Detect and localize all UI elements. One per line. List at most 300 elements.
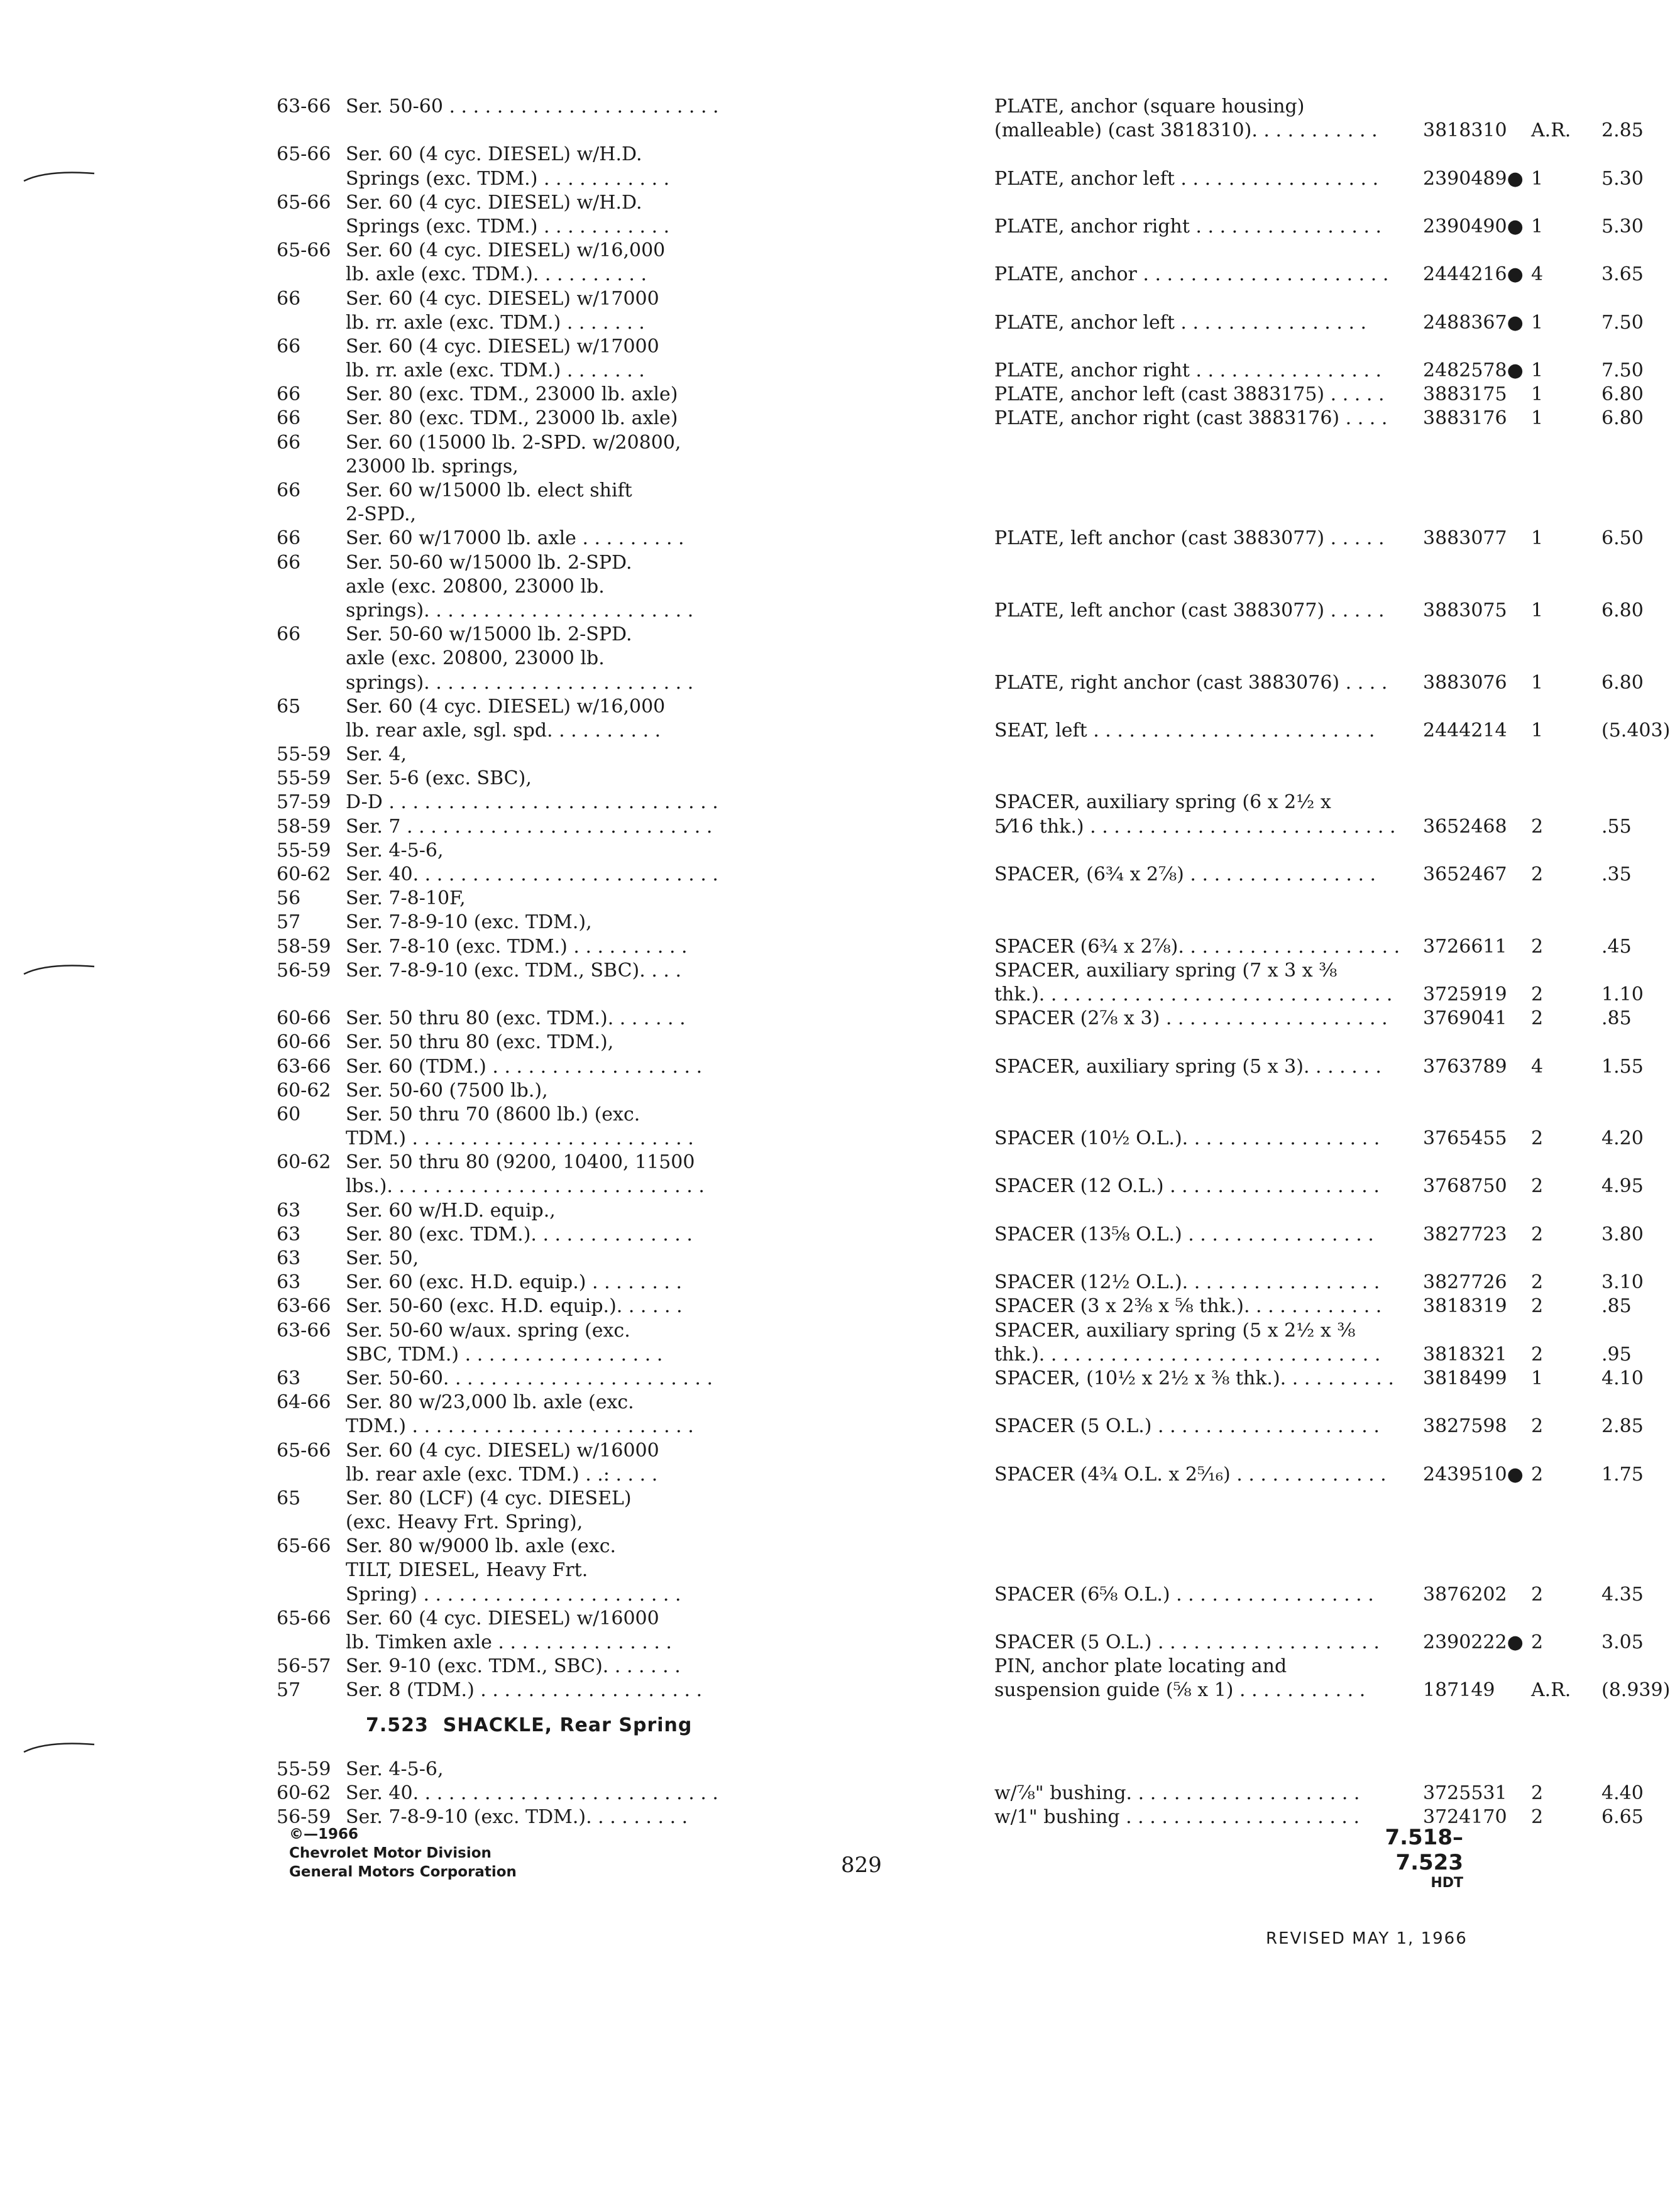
- series-text: Spring) . . . . . . . . . . . . . . . . . . . . . .: [346, 1583, 681, 1606]
- part-description: SPACER (12 O.L.) . . . . . . . . . . . . . . . . . .: [994, 1175, 1380, 1198]
- model-year: 66: [277, 407, 301, 430]
- part-description: SPACER (6⅝ O.L.) . . . . . . . . . . . . . . . . .: [994, 1583, 1374, 1606]
- part-description: SPACER (12½ O.L.). . . . . . . . . . . . . . . . .: [994, 1271, 1380, 1294]
- part-description: SPACER, (6¾ x 2⅞) . . . . . . . . . . . . . . . .: [994, 863, 1376, 885]
- part-number: 3765455: [1423, 1127, 1507, 1150]
- table-row: [277, 383, 1644, 407]
- price: 4.40: [1601, 1782, 1644, 1805]
- series-text: Ser. 7 . . . . . . . . . . . . . . . . . . . . . . . . . .: [346, 815, 713, 838]
- table-row: [277, 119, 1644, 143]
- table-row: [277, 1415, 1644, 1439]
- model-year: 66: [277, 383, 301, 406]
- series-text: Ser. 60 (exc. H.D. equip.) . . . . . . . .: [346, 1271, 683, 1294]
- model-year: 57-59: [277, 791, 331, 814]
- quantity: 1: [1531, 383, 1544, 406]
- part-number: 3883076: [1423, 671, 1507, 694]
- model-year: 66: [277, 479, 301, 501]
- series-text: Ser. 60 (4 cyc. DIESEL) w/H.D.: [346, 191, 642, 214]
- table-row: [277, 239, 1420, 263]
- model-year: 55-59: [277, 1758, 331, 1780]
- model-year: 56-57: [277, 1655, 331, 1678]
- part-description: SPACER (5 O.L.) . . . . . . . . . . . . . . . . . . .: [994, 1631, 1380, 1653]
- quantity: 2: [1531, 1271, 1544, 1294]
- quantity: 1: [1531, 1367, 1544, 1389]
- model-year: 66: [277, 287, 301, 310]
- part-description: suspension guide (⅝ x 1) . . . . . . . . . . .: [994, 1679, 1366, 1702]
- table-row: [277, 1343, 1632, 1367]
- page-number: 829: [841, 1853, 882, 1878]
- series-text: Ser. 50-60 w/15000 lb. 2-SPD.: [346, 623, 632, 646]
- price: 1.10: [1601, 983, 1644, 1005]
- table-row: [277, 1511, 1420, 1535]
- price: 4.20: [1601, 1127, 1644, 1150]
- series-text: 23000 lb. springs,: [346, 455, 519, 478]
- table-row: [277, 647, 1420, 671]
- price: 3.10: [1601, 1271, 1644, 1294]
- section-heading: [366, 1714, 692, 1736]
- part-number: 3726611: [1423, 935, 1507, 958]
- table-row: [277, 1679, 1670, 1703]
- price: .85: [1601, 1007, 1632, 1030]
- part-description: PLATE, anchor left (cast 3883175) . . . . .: [994, 383, 1385, 406]
- series-text: 2-SPD.,: [346, 503, 417, 526]
- model-year: 65-66: [277, 239, 331, 262]
- quantity: A.R.: [1531, 119, 1571, 142]
- part-number: 2390489●: [1423, 167, 1524, 190]
- quantity: 1: [1531, 311, 1544, 334]
- series-text: Ser. 7-8-9-10 (exc. TDM.),: [346, 911, 592, 934]
- table-row: [277, 192, 1420, 216]
- table-row: [277, 815, 1632, 840]
- price: 6.50: [1601, 527, 1644, 550]
- quantity: 2: [1531, 983, 1544, 1005]
- price: 7.50: [1601, 311, 1644, 334]
- table-row: [277, 1007, 1632, 1031]
- model-year: 56: [277, 887, 301, 910]
- table-row: [277, 1440, 1420, 1464]
- part-description: (malleable) (cast 3818310). . . . . . . . . . .: [994, 119, 1378, 142]
- table-row: [277, 96, 1420, 119]
- table-row: [277, 1200, 1420, 1224]
- binder-hole-mark: [21, 168, 97, 183]
- series-text: Ser. 60 (15000 lb. 2-SPD. w/20800,: [346, 431, 681, 454]
- table-row: [277, 263, 1644, 287]
- series-text: Ser. 50,: [346, 1247, 419, 1269]
- part-description: SPACER, auxiliary spring (7 x 3 x ⅜: [994, 959, 1338, 982]
- part-number: 3725919: [1423, 983, 1507, 1005]
- part-description: PLATE, anchor (square housing): [994, 96, 1305, 118]
- series-text: lb. rr. axle (exc. TDM.) . . . . . . .: [346, 359, 645, 382]
- part-number: 3818499: [1423, 1367, 1507, 1389]
- model-year: 55-59: [277, 767, 331, 790]
- series-text: Ser. 50-60 w/aux. spring (exc.: [346, 1319, 630, 1342]
- model-year: 66: [277, 335, 301, 358]
- series-text: Ser. 4-5-6,: [346, 1758, 444, 1780]
- model-year: 63-66: [277, 1319, 331, 1342]
- model-year: 55-59: [277, 839, 331, 862]
- publisher-block: [289, 1825, 517, 1881]
- series-text: Ser. 80 (exc. TDM., 23000 lb. axle): [346, 383, 678, 406]
- series-text: TDM.) . . . . . . . . . . . . . . . . . . . . . . . .: [346, 1415, 694, 1438]
- series-text: Ser. 60 (4 cyc. DIESEL) w/17000: [346, 287, 659, 310]
- quantity: 1: [1531, 359, 1544, 382]
- table-row: [277, 143, 1420, 167]
- model-year: 60-66: [277, 1031, 331, 1054]
- part-description: SPACER (4¾ O.L. x 2⁵⁄₁₆) . . . . . . . . . . . . .: [994, 1463, 1387, 1486]
- price: 4.95: [1601, 1175, 1644, 1198]
- shackle-parts-list: [277, 1758, 1644, 1831]
- series-text: lb. rear axle (exc. TDM.) . .: . . . .: [346, 1463, 658, 1486]
- table-row: [277, 623, 1420, 647]
- series-text: Ser. 50-60. . . . . . . . . . . . . . . . . . . . . . .: [346, 1367, 713, 1389]
- table-row: [277, 1655, 1420, 1679]
- table-row: [277, 1223, 1644, 1247]
- series-text: Ser. 50 thru 70 (8600 lb.) (exc.: [346, 1103, 640, 1125]
- part-number: 3763789: [1423, 1055, 1507, 1078]
- series-text: Ser. 80 w/23,000 lb. axle (exc.: [346, 1391, 634, 1414]
- part-description: PLATE, left anchor (cast 3883077) . . . . .: [994, 527, 1385, 550]
- series-text: Ser. 50-60 (exc. H.D. equip.). . . . . .: [346, 1295, 683, 1318]
- series-text: Ser. 50 thru 80 (9200, 10400, 11500: [346, 1151, 695, 1174]
- part-number: 2444214: [1423, 719, 1507, 742]
- quantity: 2: [1531, 1343, 1544, 1366]
- binder-hole-mark: [21, 961, 97, 977]
- table-row: [277, 671, 1644, 696]
- series-text: lb. Timken axle . . . . . . . . . . . . . . .: [346, 1631, 672, 1653]
- price: 7.50: [1601, 359, 1644, 382]
- model-year: 66: [277, 431, 301, 454]
- model-year: 63-66: [277, 96, 331, 118]
- series-text: Ser. 7-8-9-10 (exc. TDM., SBC). . . .: [346, 959, 682, 982]
- price: 5.30: [1601, 167, 1644, 190]
- price: 6.80: [1601, 599, 1644, 621]
- part-number: 3818310: [1423, 119, 1507, 142]
- series-text: Ser. 7-8-10 (exc. TDM.) . . . . . . . . . .: [346, 935, 688, 958]
- quantity: 1: [1531, 215, 1544, 238]
- copyright: ©—1966: [289, 1826, 359, 1842]
- series-text: Ser. 7-8-10F,: [346, 887, 466, 910]
- model-year: 60-66: [277, 1007, 331, 1030]
- part-description: SPACER, auxiliary spring (5 x 3). . . . . . .: [994, 1055, 1382, 1078]
- table-row: [277, 1782, 1644, 1806]
- part-number: 3769041: [1423, 1007, 1507, 1030]
- part-description: PLATE, anchor left . . . . . . . . . . . . . . . .: [994, 311, 1367, 334]
- table-row: [277, 1103, 1420, 1127]
- part-number: 2444216●: [1423, 263, 1524, 286]
- table-row: [277, 1391, 1420, 1415]
- table-row: [277, 503, 1420, 527]
- quantity: 1: [1531, 719, 1544, 742]
- part-number: 2482578●: [1423, 359, 1524, 382]
- series-text: Ser. 80 (LCF) (4 cyc. DIESEL): [346, 1487, 632, 1509]
- table-row: [277, 863, 1632, 887]
- section-code: HDT: [1431, 1875, 1463, 1891]
- series-text: Ser. 50 thru 80 (exc. TDM.). . . . . . .: [346, 1007, 686, 1030]
- quantity: A.R.: [1531, 1679, 1571, 1702]
- series-text: (exc. Heavy Frt. Spring),: [346, 1511, 583, 1534]
- series-text: Ser. 9-10 (exc. TDM., SBC). . . . . . .: [346, 1655, 681, 1678]
- price: (5.403): [1601, 719, 1670, 742]
- series-text: axle (exc. 20800, 23000 lb.: [346, 647, 605, 670]
- part-number: 3883077: [1423, 527, 1507, 550]
- part-description: SPACER (3 x 2⅜ x ⅝ thk.). . . . . . . . . . . .: [994, 1295, 1382, 1318]
- model-year: 60: [277, 1103, 301, 1125]
- table-row: [277, 407, 1644, 431]
- quantity: 2: [1531, 863, 1544, 885]
- part-number: 3883176: [1423, 407, 1507, 430]
- quantity: 2: [1531, 1175, 1544, 1198]
- parts-list: [277, 96, 1670, 1704]
- table-row: [277, 911, 1420, 935]
- model-year: 56-59: [277, 959, 331, 982]
- series-text: Ser. 5-6 (exc. SBC),: [346, 767, 532, 790]
- quantity: 2: [1531, 1583, 1544, 1606]
- model-year: 55-59: [277, 743, 331, 766]
- table-row: [277, 1559, 1420, 1583]
- part-description: thk.). . . . . . . . . . . . . . . . . . . . . . . . . . . . .: [994, 1343, 1381, 1366]
- part-number: 2390490●: [1423, 215, 1524, 238]
- series-text: Ser. 50-60 (7500 lb.),: [346, 1079, 548, 1102]
- price: (8.939): [1601, 1679, 1670, 1702]
- series-text: lbs.). . . . . . . . . . . . . . . . . . . . . . . . . . .: [346, 1175, 705, 1198]
- price: 4.35: [1601, 1583, 1644, 1606]
- model-year: 60-62: [277, 1079, 331, 1102]
- model-year: 57: [277, 1679, 301, 1702]
- quantity: 2: [1531, 1463, 1544, 1486]
- table-row: [277, 719, 1670, 743]
- part-description: 5⁄16 thk.) . . . . . . . . . . . . . . . . . . . . . . . . . .: [994, 815, 1396, 838]
- part-number: 3725531: [1423, 1782, 1507, 1805]
- quantity: 1: [1531, 407, 1544, 430]
- table-row: [277, 552, 1420, 576]
- series-text: Ser. 60 (4 cyc. DIESEL) w/16000: [346, 1439, 659, 1462]
- series-text: Springs (exc. TDM.) . . . . . . . . . . .: [346, 215, 670, 238]
- section-title: SHACKLE, Rear Spring: [442, 1714, 693, 1736]
- series-text: springs). . . . . . . . . . . . . . . . . . . . . . .: [346, 599, 694, 621]
- part-number: 187149: [1423, 1679, 1495, 1702]
- price: 1.55: [1601, 1055, 1644, 1078]
- section-number: 7.523: [366, 1714, 429, 1736]
- part-number: 2439510●: [1423, 1463, 1524, 1486]
- model-year: 60-62: [277, 1151, 331, 1174]
- quantity: 2: [1531, 1782, 1544, 1805]
- model-year: 63: [277, 1247, 301, 1269]
- price: .55: [1601, 815, 1632, 838]
- series-text: Ser. 50 thru 80 (exc. TDM.),: [346, 1031, 614, 1054]
- series-text: axle (exc. 20800, 23000 lb.: [346, 575, 605, 598]
- part-description: SPACER, (10½ x 2½ x ⅜ thk.). . . . . . . . . .: [994, 1367, 1394, 1389]
- table-row: [277, 983, 1644, 1007]
- table-row: [277, 1080, 1420, 1103]
- corporation-name: General Motors Corporation: [289, 1864, 517, 1880]
- price: .95: [1601, 1343, 1632, 1366]
- series-text: Ser. 80 (exc. TDM.). . . . . . . . . . . . . .: [346, 1223, 693, 1246]
- part-number: 3652468: [1423, 815, 1507, 838]
- model-year: 65: [277, 1487, 301, 1509]
- price: 5.30: [1601, 215, 1644, 238]
- table-row: [277, 1247, 1420, 1271]
- table-row: [277, 767, 1420, 791]
- part-description: SPACER (5 O.L.) . . . . . . . . . . . . . . . . . . .: [994, 1415, 1380, 1438]
- table-row: [277, 1487, 1420, 1511]
- series-text: Ser. 50-60 . . . . . . . . . . . . . . . . . . . . . . .: [346, 96, 719, 118]
- series-text: Ser. 60 w/17000 lb. axle . . . . . . . . .: [346, 527, 684, 550]
- model-year: 66: [277, 527, 301, 550]
- quantity: 2: [1531, 815, 1544, 838]
- series-text: Ser. 8 (TDM.) . . . . . . . . . . . . . . . . . . .: [346, 1679, 703, 1702]
- series-text: Ser. 60 (TDM.) . . . . . . . . . . . . . . . . . .: [346, 1055, 703, 1078]
- part-description: PLATE, left anchor (cast 3883077) . . . . .: [994, 599, 1385, 621]
- series-text: Ser. 4,: [346, 743, 407, 766]
- part-number: 3827726: [1423, 1271, 1507, 1294]
- model-year: 57: [277, 911, 301, 934]
- model-year: 65-66: [277, 1439, 331, 1462]
- part-description: SEAT, left . . . . . . . . . . . . . . . . . . . . . . . .: [994, 719, 1375, 742]
- table-row: [277, 840, 1420, 863]
- part-number: 3876202: [1423, 1583, 1507, 1606]
- price: 6.80: [1601, 383, 1644, 406]
- part-number: 3818321: [1423, 1343, 1507, 1366]
- table-row: [277, 960, 1420, 983]
- price: .85: [1601, 1295, 1632, 1318]
- part-number: 2488367●: [1423, 311, 1524, 334]
- part-number: 2390222●: [1423, 1631, 1524, 1653]
- model-year: 66: [277, 551, 301, 574]
- part-description: SPACER (13⅝ O.L.) . . . . . . . . . . . . . . . .: [994, 1223, 1374, 1246]
- part-number: 3827598: [1423, 1415, 1507, 1438]
- quantity: 2: [1531, 1631, 1544, 1653]
- model-year: 63: [277, 1271, 301, 1294]
- quantity: 2: [1531, 1223, 1544, 1246]
- series-text: Ser. 60 (4 cyc. DIESEL) w/16000: [346, 1607, 659, 1629]
- part-description: w/⅞" bushing. . . . . . . . . . . . . . . . . . . .: [994, 1782, 1360, 1805]
- model-year: 65: [277, 695, 301, 718]
- quantity: 2: [1531, 1007, 1544, 1030]
- model-year: 63-66: [277, 1055, 331, 1078]
- table-row: [277, 743, 1420, 767]
- part-number: 3768750: [1423, 1175, 1507, 1198]
- table-row: [277, 887, 1420, 911]
- series-text: Ser. 4-5-6,: [346, 839, 444, 862]
- table-row: [277, 599, 1644, 623]
- part-description: PLATE, anchor right . . . . . . . . . . . . . . . .: [994, 359, 1382, 382]
- model-year: 63: [277, 1223, 301, 1246]
- table-row: [277, 1175, 1644, 1199]
- part-description: PLATE, anchor left . . . . . . . . . . . . . . . . .: [994, 167, 1379, 190]
- price: 4.10: [1601, 1367, 1644, 1389]
- table-row: [277, 432, 1420, 456]
- part-description: SPACER, auxiliary spring (6 x 2½ x: [994, 791, 1331, 814]
- part-number: 3827723: [1423, 1223, 1507, 1246]
- series-text: Ser. 80 (exc. TDM., 23000 lb. axle): [346, 407, 678, 430]
- quantity: 1: [1531, 671, 1544, 694]
- table-row: [277, 1271, 1644, 1295]
- series-text: springs). . . . . . . . . . . . . . . . . . . . . . .: [346, 671, 694, 694]
- series-text: Ser. 60 w/15000 lb. elect shift: [346, 479, 632, 501]
- part-description: SPACER (10½ O.L.). . . . . . . . . . . . . . . . .: [994, 1127, 1380, 1150]
- table-row: [277, 1463, 1644, 1487]
- series-text: Ser. 50-60 w/15000 lb. 2-SPD.: [346, 551, 632, 574]
- quantity: 1: [1531, 599, 1544, 621]
- series-text: Ser. 60 (4 cyc. DIESEL) w/16,000: [346, 239, 666, 262]
- quantity: 2: [1531, 1295, 1544, 1318]
- revision-date: REVISED MAY 1, 1966: [1266, 1929, 1468, 1948]
- quantity: 2: [1531, 1127, 1544, 1150]
- price: .35: [1601, 863, 1632, 885]
- model-year: 65-66: [277, 1535, 331, 1558]
- price: 6.80: [1601, 407, 1644, 430]
- model-year: 64-66: [277, 1391, 331, 1414]
- part-number: 3818319: [1423, 1295, 1507, 1318]
- part-number: 3652467: [1423, 863, 1507, 885]
- part-description: SPACER (6¾ x 2⅞). . . . . . . . . . . . . . . . . . .: [994, 935, 1400, 958]
- table-row: [277, 359, 1644, 383]
- part-description: PLATE, anchor . . . . . . . . . . . . . . . . . . . . .: [994, 263, 1389, 286]
- series-text: lb. rear axle, sgl. spd. . . . . . . . . .: [346, 719, 661, 742]
- model-year: 56-59: [277, 1806, 331, 1829]
- quantity: 2: [1531, 935, 1544, 958]
- series-text: Ser. 7-8-9-10 (exc. TDM.). . . . . . . . .: [346, 1806, 688, 1829]
- model-year: 65-66: [277, 143, 331, 166]
- table-row: [277, 1295, 1632, 1319]
- model-year: 60-62: [277, 1782, 331, 1805]
- series-text: Ser. 80 w/9000 lb. axle (exc.: [346, 1535, 617, 1558]
- table-row: [277, 1127, 1644, 1151]
- table-row: [277, 1607, 1420, 1631]
- model-year: 58-59: [277, 815, 331, 838]
- table-row: [277, 479, 1420, 503]
- table-row: [277, 696, 1420, 720]
- quantity: 1: [1531, 527, 1544, 550]
- part-description: thk.). . . . . . . . . . . . . . . . . . . . . . . . . . . . . .: [994, 983, 1393, 1005]
- price: 1.75: [1601, 1463, 1644, 1486]
- part-description: PLATE, right anchor (cast 3883076) . . . .: [994, 671, 1388, 694]
- part-description: PIN, anchor plate locating and: [994, 1655, 1287, 1678]
- table-row: [277, 791, 1420, 815]
- model-year: 58-59: [277, 935, 331, 958]
- part-description: PLATE, anchor right . . . . . . . . . . . . . . . .: [994, 215, 1382, 238]
- price: 6.65: [1601, 1806, 1644, 1829]
- series-text: Ser. 60 (4 cyc. DIESEL) w/H.D.: [346, 143, 642, 166]
- series-text: TDM.) . . . . . . . . . . . . . . . . . . . . . . . .: [346, 1127, 694, 1150]
- price: .45: [1601, 935, 1632, 958]
- quantity: 1: [1531, 167, 1544, 190]
- table-row: [277, 935, 1632, 960]
- section-range: 7.518–7.523: [1385, 1825, 1463, 1875]
- model-year: 66: [277, 623, 301, 646]
- quantity: 2: [1531, 1415, 1544, 1438]
- series-text: Ser. 60 w/H.D. equip.,: [346, 1199, 556, 1222]
- table-row: [277, 1031, 1420, 1055]
- model-year: 63: [277, 1199, 301, 1222]
- series-text: TILT, DIESEL, Heavy Frt.: [346, 1559, 588, 1582]
- table-row: [277, 167, 1644, 192]
- series-text: D-D . . . . . . . . . . . . . . . . . . . . . . . . . . . .: [346, 791, 718, 814]
- table-row: [277, 336, 1420, 359]
- table-row: [277, 1367, 1644, 1391]
- binder-hole-mark: [21, 1739, 97, 1755]
- price: 3.05: [1601, 1631, 1644, 1653]
- table-row: [277, 1055, 1644, 1080]
- part-number: 3724170: [1423, 1806, 1507, 1829]
- series-text: Ser. 60 (4 cyc. DIESEL) w/17000: [346, 335, 659, 358]
- table-row: [277, 1758, 1420, 1782]
- table-row: [277, 1320, 1420, 1344]
- table-row: [277, 1631, 1644, 1655]
- part-description: SPACER, auxiliary spring (5 x 2½ x ⅜: [994, 1319, 1356, 1342]
- series-text: lb. axle (exc. TDM.). . . . . . . . . .: [346, 263, 647, 286]
- price: 3.80: [1601, 1223, 1644, 1246]
